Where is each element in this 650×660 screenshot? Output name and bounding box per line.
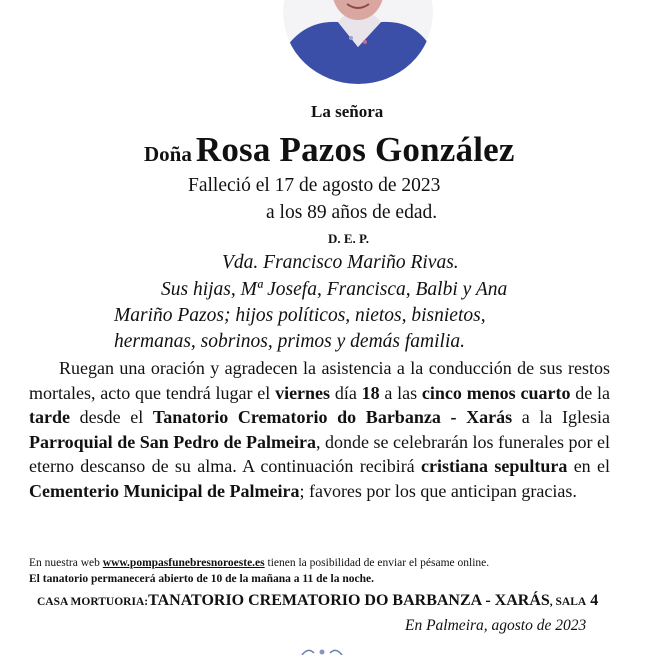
notice-text: día (330, 382, 362, 403)
funeral-notice (29, 356, 610, 503)
notice-time: cinco menos cuarto (421, 382, 571, 403)
mortuary-label: CASA MORTUORIA: (37, 596, 149, 608)
family-line: Sus hijas, Mª Josefa, Francisca, Balbi y Ana (161, 279, 508, 300)
family-list (114, 277, 610, 355)
web-note (29, 557, 489, 569)
mortuary-place: TANATORIO CREMATORIO DO BARBANZA - XARÁS (148, 592, 550, 609)
family-line: Mariño Pazos; hijos políticos, nietos, bisnietos, (114, 305, 486, 326)
notice-day: viernes (275, 382, 331, 403)
funeral-home-logo (300, 642, 344, 650)
notice-day-number: 18 (361, 382, 380, 403)
notice-text: , donde se celebrarán los funerales por el eterno descanso de su alma. A continuación recibirá (29, 431, 610, 476)
place-date: En Palmeira, agosto de 2023 (405, 617, 587, 634)
notice-text: a la Iglesia (512, 407, 610, 427)
web-note-text: tienen la posibilidad de enviar el pésame online. (264, 557, 490, 569)
age: a los 89 años de edad. (266, 202, 438, 223)
notice-text: ; favores por los que anticipan gracias. (299, 480, 577, 501)
family-line: hermanas, sobrinos, primos y demás familia. (114, 331, 466, 352)
notice-burial: cristiana sepultura (421, 456, 568, 476)
mortuary-line (37, 592, 598, 610)
deceased-photo (283, 0, 433, 84)
name-prefix: Doña (144, 142, 192, 166)
website-link[interactable]: www.pompasfunebresnoroeste.es (102, 557, 265, 569)
sala-label: , SALA (549, 596, 587, 608)
notice-text: en el (567, 456, 610, 476)
opening-hours: El tanatorio permanecerá abierto de 10 de la mañana a 11 de la noche. (29, 573, 374, 585)
salutation: La señora (311, 102, 384, 121)
notice-cemetery: Cementerio Municipal de Palmeira (29, 480, 300, 501)
notice-afternoon: tarde (29, 407, 70, 427)
rip-label: D. E. P. (328, 231, 370, 246)
death-date: Falleció el 17 de agosto de 2023 (188, 175, 441, 196)
notice-church: Parroquial de San Pedro de Palmeira (29, 431, 316, 452)
deceased-name: Rosa Pazos González (195, 130, 515, 169)
notice-text: Ruegan una oración y agradecen la asistencia a la conducción de sus restos mortales, acto que tendrá lugar el (29, 358, 610, 403)
web-note-text: En nuestra web (29, 557, 103, 569)
widow-of: Vda. Francisco Mariño Rivas. (222, 252, 459, 273)
notice-text: de la (570, 382, 610, 403)
notice-text: desde el (69, 407, 153, 427)
sala-number: 4 (590, 592, 599, 609)
notice-text: a las (379, 382, 422, 403)
notice-tanatorio: Tanatorio Crematorio do Barbanza - Xarás (152, 407, 513, 427)
name-line (144, 130, 515, 170)
